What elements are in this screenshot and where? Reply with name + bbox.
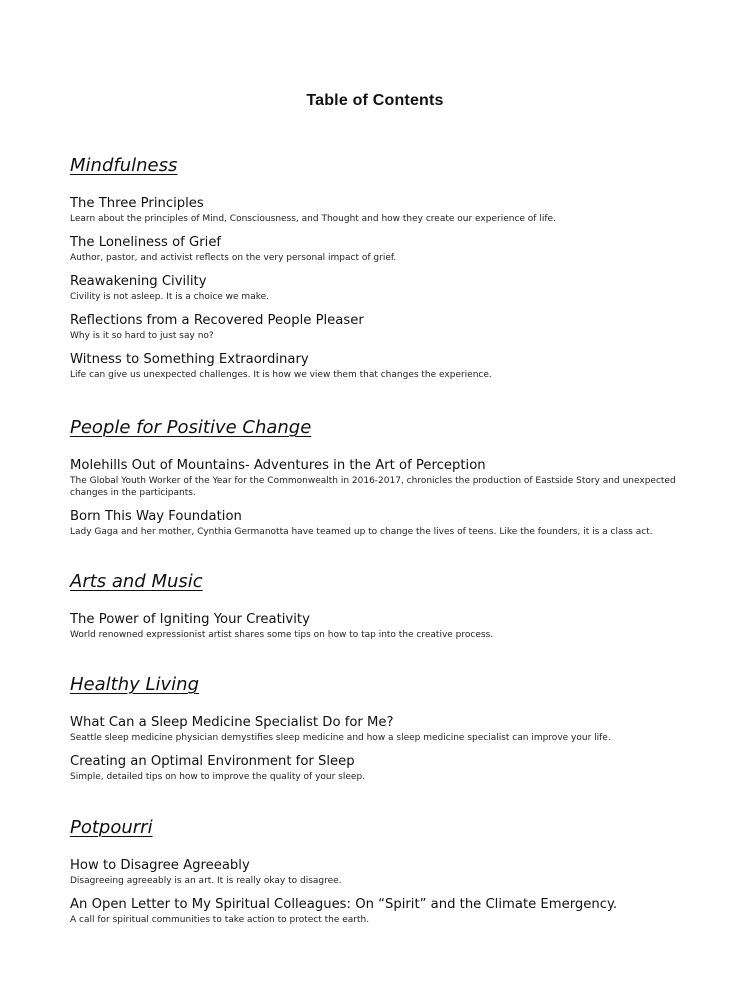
section-heading: People for Positive Change [70, 417, 312, 438]
entry-description: The Global Youth Worker of the Year for the Commonwealth in 2016-2017, chronicles the production of Eastside Story and unexpected changes in the participants. [70, 476, 676, 498]
entry-description: Civility is not asleep. It is a choice we make. [70, 292, 269, 302]
entry-description: A call for spiritual communities to take action to protect the earth. [70, 915, 370, 925]
entry-title[interactable]: Reflections from a Recovered People Pleaser [70, 313, 364, 328]
entry-description: Author, pastor, and activist reflects on the very personal impact of grief. [70, 253, 397, 263]
toc-entry[interactable] [70, 196, 710, 225]
section-heading: Arts and Music [70, 571, 203, 592]
section-heading: Potpourri [70, 817, 153, 838]
section-heading: Healthy Living [70, 674, 199, 695]
toc-entry[interactable] [70, 313, 710, 342]
toc-entry[interactable] [70, 352, 710, 381]
entry-title[interactable]: Witness to Something Extraordinary [70, 352, 309, 367]
entry-title[interactable]: How to Disagree Agreeably [70, 858, 250, 873]
toc-entry[interactable] [70, 897, 710, 926]
section-potpourri [70, 817, 710, 936]
page-title: Table of Contents [306, 92, 444, 109]
entry-description: Simple, detailed tips on how to improve the quality of your sleep. [70, 772, 366, 782]
toc-entry[interactable] [70, 509, 710, 538]
toc-entry[interactable] [70, 715, 710, 744]
toc-entry[interactable] [70, 858, 710, 887]
section-arts-and-music [70, 571, 710, 651]
entry-description: Life can give us unexpected challenges. It is how we view them that changes the experience. [70, 370, 492, 380]
entry-title[interactable]: The Power of Igniting Your Creativity [70, 612, 310, 627]
entry-description: Why is it so hard to just say no? [70, 331, 214, 341]
entry-title[interactable]: An Open Letter to My Spiritual Colleagues: On “Spirit” and the Climate Emergency. [70, 897, 618, 912]
entry-description: Lady Gaga and her mother, Cynthia Germanotta have teamed up to change the lives of teens. Like the founders, it is a class act. [70, 527, 653, 537]
entry-title[interactable]: The Loneliness of Grief [70, 235, 222, 250]
toc-entry[interactable] [70, 612, 710, 641]
toc-entry[interactable] [70, 754, 710, 783]
entry-description: World renowned expressionist artist shares some tips on how to tap into the creative process. [70, 630, 494, 640]
entry-description: Disagreeing agreeably is an art. It is really okay to disagree. [70, 876, 342, 886]
entry-title[interactable]: Reawakening Civility [70, 274, 207, 289]
section-people-for-positive-change [70, 417, 710, 548]
entry-title[interactable]: Creating an Optimal Environment for Sleep [70, 754, 355, 769]
section-mindfulness [70, 155, 710, 391]
toc-entry[interactable] [70, 235, 710, 264]
section-healthy-living [70, 674, 710, 793]
toc-entry[interactable] [70, 458, 710, 499]
entry-title[interactable]: The Three Principles [70, 196, 204, 211]
entry-description: Seattle sleep medicine physician demystifies sleep medicine and how a sleep medicine specialist can improve your life. [70, 733, 611, 743]
toc-entry[interactable] [70, 274, 710, 303]
entry-title[interactable]: Born This Way Foundation [70, 509, 242, 524]
entry-title[interactable]: What Can a Sleep Medicine Specialist Do for Me? [70, 715, 394, 730]
section-heading: Mindfulness [70, 155, 178, 176]
entry-description: Learn about the principles of Mind, Consciousness, and Thought and how they create our experience of life. [70, 214, 556, 224]
entry-title[interactable]: Molehills Out of Mountains- Adventures in the Art of Perception [70, 458, 486, 473]
